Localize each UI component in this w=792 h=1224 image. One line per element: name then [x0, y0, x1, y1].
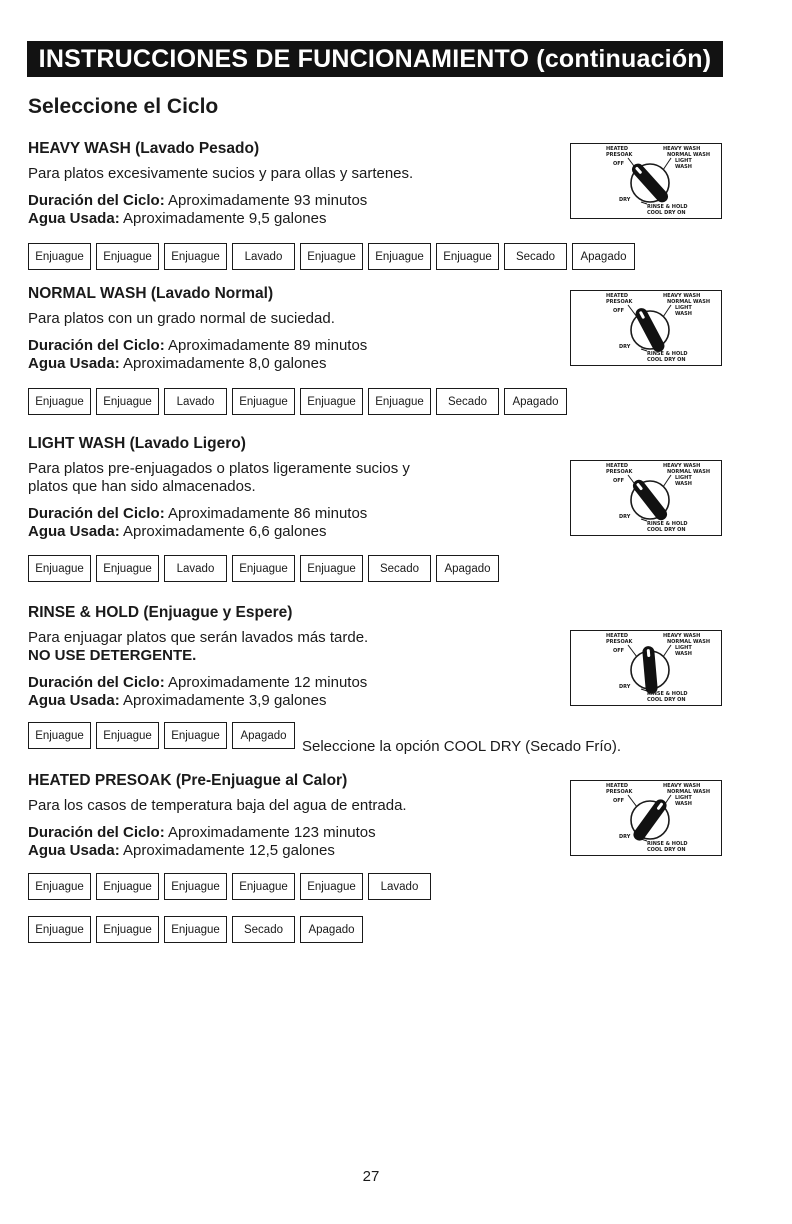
step-box: Enjuague	[164, 873, 227, 900]
dial-label-wash: WASH	[675, 651, 692, 657]
dial-label-heated: HEATED	[606, 146, 629, 152]
cycle-description: Para enjuagar platos que serán lavados más tarde.	[28, 629, 369, 646]
dial-label-dry: DRY	[619, 834, 631, 840]
dial-label-presoak: PRESOAK	[606, 789, 633, 795]
step-box: Enjuague	[96, 555, 159, 582]
cycle-title: NORMAL WASH (Lavado Normal)	[28, 285, 274, 302]
step-box: Lavado	[164, 555, 227, 582]
dial-label-presoak: PRESOAK	[606, 152, 633, 158]
step-box: Lavado	[368, 873, 431, 900]
dial-label-heated: HEATED	[606, 633, 629, 639]
step-box: Enjuague	[368, 388, 431, 415]
step-box: Enjuague	[28, 916, 91, 943]
dial-label-rinse-hold: RINSE & HOLD	[647, 521, 688, 527]
step-box: Enjuague	[96, 388, 159, 415]
cycle-steps	[28, 722, 622, 755]
water-value: Aproximadamente 6,6 galones	[123, 523, 327, 540]
step-box: Apagado	[572, 243, 635, 270]
step-box: Enjuague	[28, 873, 91, 900]
dial-label-normal-wash: NORMAL WASH	[667, 152, 711, 158]
step-box: Enjuague	[164, 722, 227, 749]
step-box: Apagado	[436, 555, 499, 582]
water-value: Aproximadamente 9,5 galones	[123, 210, 327, 227]
dial-label-dry: DRY	[619, 344, 631, 350]
dial-label-rinse-hold: RINSE & HOLD	[647, 204, 688, 210]
water-value: Aproximadamente 3,9 galones	[123, 692, 327, 709]
dial-label-dry: DRY	[619, 197, 631, 203]
water-label: Agua Usada:	[28, 210, 120, 227]
dial-label-rinse-hold: RINSE & HOLD	[647, 351, 688, 357]
step-box: Enjuague	[368, 243, 431, 270]
step-box: Enjuague	[164, 916, 227, 943]
cycle-steps	[28, 388, 572, 415]
dial-label-heated: HEATED	[606, 293, 629, 299]
dial-label-heavy-wash: HEAVY WASH	[663, 633, 701, 639]
step-box: Enjuague	[300, 243, 363, 270]
step-box: Enjuague	[28, 388, 91, 415]
dial-label-wash: WASH	[675, 481, 692, 487]
step-box: Enjuague	[28, 555, 91, 582]
step-box: Enjuague	[300, 388, 363, 415]
dial-label-presoak: PRESOAK	[606, 299, 633, 305]
dial-label-heated: HEATED	[606, 783, 629, 789]
dial-label-wash: WASH	[675, 801, 692, 807]
dial-label-presoak: PRESOAK	[606, 639, 633, 645]
cycle-title: LIGHT WASH (Lavado Ligero)	[28, 435, 246, 452]
step-box: Apagado	[232, 722, 295, 749]
dial-label-light: LIGHT	[675, 158, 692, 164]
step-box: Lavado	[232, 243, 295, 270]
duration-label: Duración del Ciclo:	[28, 337, 165, 354]
cycle-dial-normal	[570, 290, 722, 366]
cycle-title: HEAVY WASH (Lavado Pesado)	[28, 140, 260, 157]
duration-value: Aproximadamente 123 minutos	[168, 824, 376, 841]
dial-label-off: OFF	[613, 648, 625, 654]
dial-label-wash: WASH	[675, 164, 692, 170]
section-title: Seleccione el Ciclo	[28, 95, 219, 118]
cycle-steps	[28, 243, 640, 270]
dial-label-normal-wash: NORMAL WASH	[667, 639, 711, 645]
dial-label-heavy-wash: HEAVY WASH	[663, 783, 701, 789]
dial-label-cool-dry-on: COOL DRY ON	[647, 357, 686, 363]
cycle-title: HEATED PRESOAK (Pre-Enjuague al Calor)	[28, 772, 348, 789]
dial-label-off: OFF	[613, 161, 625, 167]
step-box: Apagado	[504, 388, 567, 415]
dial-label-cool-dry-on: COOL DRY ON	[647, 210, 686, 216]
cycle-steps	[28, 916, 368, 943]
duration-label: Duración del Ciclo:	[28, 674, 165, 691]
water-value: Aproximadamente 8,0 galones	[123, 355, 327, 372]
page-banner: INSTRUCCIONES DE FUNCIONAMIENTO (continuación)	[27, 41, 723, 77]
dial-label-heavy-wash: HEAVY WASH	[663, 463, 701, 469]
dial-label-normal-wash: NORMAL WASH	[667, 789, 711, 795]
cycle-description: Para los casos de temperatura baja del agua de entrada.	[28, 797, 407, 814]
step-box: Secado	[368, 555, 431, 582]
step-box: Enjuague	[28, 722, 91, 749]
dial-label-cool-dry-on: COOL DRY ON	[647, 527, 686, 533]
dial-label-wash: WASH	[675, 311, 692, 317]
dial-label-off: OFF	[613, 798, 625, 804]
dial-label-normal-wash: NORMAL WASH	[667, 469, 711, 475]
dial-label-light: LIGHT	[675, 305, 692, 311]
cycle-dial-light	[570, 460, 722, 536]
duration-value: Aproximadamente 12 minutos	[168, 674, 368, 691]
water-label: Agua Usada:	[28, 355, 120, 372]
page-number: 27	[362, 1168, 380, 1185]
step-box: Secado	[504, 243, 567, 270]
step-box: Enjuague	[232, 555, 295, 582]
water-value: Aproximadamente 12,5 galones	[123, 842, 335, 859]
dial-label-light: LIGHT	[675, 795, 692, 801]
step-box: Enjuague	[232, 873, 295, 900]
cycle-title: RINSE & HOLD (Enjuague y Espere)	[28, 604, 293, 621]
dial-label-rinse-hold: RINSE & HOLD	[647, 841, 688, 847]
cycle-description: Para platos pre-enjuagados o platos ligeramente sucios y	[28, 460, 410, 477]
step-box: Lavado	[164, 388, 227, 415]
step-box: Enjuague	[300, 873, 363, 900]
cycle-steps	[28, 873, 436, 900]
cycle-description: Para platos con un grado normal de suciedad.	[28, 310, 335, 327]
dial-label-light: LIGHT	[675, 645, 692, 651]
water-label: Agua Usada:	[28, 692, 120, 709]
dial-label-heated: HEATED	[606, 463, 629, 469]
duration-label: Duración del Ciclo:	[28, 192, 165, 209]
water-label: Agua Usada:	[28, 842, 120, 859]
cycle-dial-presoak	[570, 780, 722, 856]
step-box: Enjuague	[96, 722, 159, 749]
dial-label-normal-wash: NORMAL WASH	[667, 299, 711, 305]
cycle-steps	[28, 555, 504, 582]
cool-dry-note: Seleccione la opción COOL DRY (Secado Frío).	[302, 738, 622, 755]
warning-text: NO USE DETERGENTE.	[28, 647, 197, 664]
duration-label: Duración del Ciclo:	[28, 824, 165, 841]
duration-label: Duración del Ciclo:	[28, 505, 165, 522]
cycle-dial-heavy	[570, 143, 722, 219]
step-box: Enjuague	[96, 916, 159, 943]
dial-label-light: LIGHT	[675, 475, 692, 481]
step-box: Enjuague	[28, 243, 91, 270]
step-box: Secado	[232, 916, 295, 943]
step-box: Enjuague	[96, 243, 159, 270]
dial-label-rinse-hold: RINSE & HOLD	[647, 691, 688, 697]
dial-label-cool-dry-on: COOL DRY ON	[647, 847, 686, 853]
water-label: Agua Usada:	[28, 523, 120, 540]
duration-value: Aproximadamente 86 minutos	[168, 505, 368, 522]
dial-label-off: OFF	[613, 308, 625, 314]
dial-label-heavy-wash: HEAVY WASH	[663, 293, 701, 299]
cycle-dial-rinse-hold	[570, 630, 722, 706]
cycle-description: Para platos excesivamente sucios y para ollas y sartenes.	[28, 165, 414, 182]
duration-value: Aproximadamente 89 minutos	[168, 337, 368, 354]
step-box: Enjuague	[436, 243, 499, 270]
step-box: Enjuague	[300, 555, 363, 582]
step-box: Apagado	[300, 916, 363, 943]
step-box: Enjuague	[232, 388, 295, 415]
dial-label-dry: DRY	[619, 514, 631, 520]
step-box: Enjuague	[96, 873, 159, 900]
dial-label-dry: DRY	[619, 684, 631, 690]
step-box: Enjuague	[164, 243, 227, 270]
dial-label-heavy-wash: HEAVY WASH	[663, 146, 701, 152]
step-box: Secado	[436, 388, 499, 415]
dial-label-cool-dry-on: COOL DRY ON	[647, 697, 686, 703]
dial-label-presoak: PRESOAK	[606, 469, 633, 475]
duration-value: Aproximadamente 93 minutos	[168, 192, 368, 209]
cycle-description: platos que han sido almacenados.	[28, 478, 256, 495]
dial-label-off: OFF	[613, 478, 625, 484]
